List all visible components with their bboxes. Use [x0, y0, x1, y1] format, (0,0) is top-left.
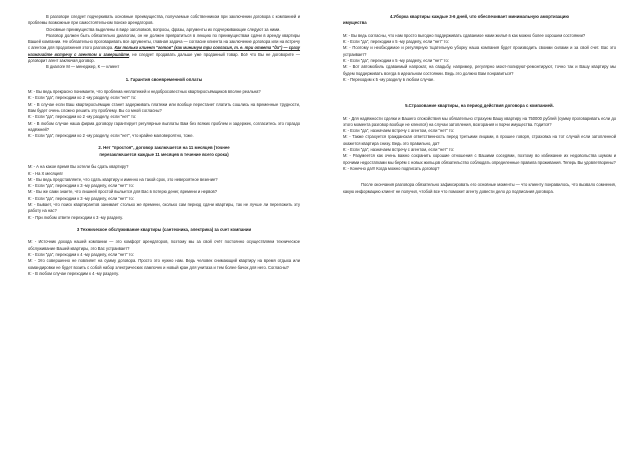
- dialog-line: К: - Если "да", переходим к 5 -му разделу, если "нет" то:: [343, 58, 449, 63]
- intro-paragraph: [28, 33, 300, 64]
- dialog-line: К: - Если "да", переходим к 3 -му разделу, если "нет" то:: [28, 195, 134, 201]
- dialog-line: М: - Вы ведь согласны, что нам просто выгодно поддерживать сдаваемое нами жильё в как можно более хорошем состоянии?: [343, 32, 586, 38]
- section-4-dialog: [343, 33, 616, 83]
- section-heading-4-cont: имущества: [343, 20, 367, 26]
- intro-text: Разговор должен быть обязательно диалогом, он не должен превратиться в лекцию по преимуществам сдачи в аренду квартиры Вашей компании. Не обязательно проговаривать все аргументы, главная задача — согласие клиента на заключение договора или на встречу с агентом для продолжения этого разговора.: [28, 32, 300, 51]
- section-1-dialog: [28, 89, 300, 139]
- dialog-line: М: - Вот автомобиль сдаваемый напрокат, на свадьбу, например, регулярно моют-полируют-ремонтируют, точно так и Вашу квартиру мы будем поддерживать всегда в идеальном состоянии. Ведь это должно Вам понравиться?: [343, 64, 616, 76]
- section-2-dialog: [28, 164, 300, 221]
- dialog-line: К: - Если "да", назначаем встречу с агентом, если "нет" то:: [343, 147, 455, 153]
- dialog-line: К: - Конечно да!!! Когда можно подписать договор?: [343, 165, 440, 171]
- intro-paragraph: Основные преимущества выделены в виде заголовков, вопросы, фразы, аргументы их подчеркивающие следуют за ними.: [46, 26, 281, 32]
- dialog-line: К: - Если "да", переходим ко 2 -му разделу, если "нет" то:: [28, 114, 137, 120]
- dialog-line: К: - На Х месяцев!: [28, 170, 63, 176]
- dialog-line: К: - Если "да", назначаем встречу с агентом, если "нет" то:: [343, 128, 455, 134]
- dialog-line: М: - Поэтому и необходимое и регулярную тщательную уборку наша компания будет производить своими силами и за свой счет. Вас это устраивает?: [343, 45, 616, 57]
- dialog-line: К: - Если "да", переходим ко 2 -му разделу, если "нет" то:: [28, 95, 137, 101]
- dialog-line: М: - Вы же сами знаете, что лишней простой выльется для Вас в потерю денег, времени и нервов?: [28, 189, 217, 195]
- dialog-line: М: - Бывает, что поиск квартирантов занимает столько же времени, сколько сам период сдачи квартиры, так не лучше ли переложить эту работу на нас?: [28, 202, 300, 214]
- intro-paragraph: В разговоре следует подчеркивать основные преимущества, получаемые собственником при заключении договора с компанией и проблемы возможные при самостоятельном поиске арендаторов.: [28, 14, 300, 26]
- dialog-line: М: - Вы ведь прекрасно понимаете, что проблема неплатежей и недобросовестных квартиросъёмщиков вполне реальна?: [28, 89, 261, 95]
- section-heading-2-cont: перезаключается каждые 11 месяцев в течение всего срока): [99, 151, 229, 157]
- section-3-dialog: [28, 239, 300, 277]
- dialog-line: К: - В любом случае переходим к 4 -му разделу.: [28, 270, 119, 276]
- section-heading-1: 1. Гарантия своевременной оплаты: [125, 76, 203, 82]
- dialog-line: М: - В любом случае наша фирма договору гарантирует регулярные выплаты Вам без всяких проблем и задержек, согласитесь это гораздо надёжней?: [28, 120, 300, 132]
- dialog-line: М: - В случае если Ваш квартиросъёмщик станет задерживать платежи или вообще перестанет платить сошлись на временные трудности, Вам будет очень сложно решить эту проблему. Вы со мной согласны?: [28, 101, 300, 113]
- emphasis-text: Как только клиент "готов" (как минимум три согласия, т. е. три ответа "да") — сразу назначайте встречу с агентом и завершайте: [28, 45, 301, 57]
- dialog-line: М: - Вы ведь представляете, что сдать квартиру и именно на такой срок, это невероятное везение?: [28, 176, 218, 182]
- left-column: [28, 14, 300, 277]
- section-heading-2: 2. Нет "простоя", договор заключается на 11 месяцев (точнее: [98, 145, 230, 151]
- dialog-line: К: - Если "да", переходим к 3 -му разделу, если "нет" то:: [28, 183, 134, 189]
- closing-paragraph: После окончания разговора обязательно зафиксировать его основные моменты — что клиенту понравилось, что вызвало сомнения, какую информацию клиент не получил, чтобой все что поможет агенту довести дело до подписания договора.: [343, 182, 616, 194]
- dialog-line: М: - Источник дохода нашей компании — это комфорт арендаторов, поэтому мы за свой счёт постоянно осуществляем техническое обслуживание Вашей квартиры, это Вас устраивает?: [28, 239, 300, 251]
- dialog-line: М: - Также страхуется гражданская ответственность перед третьими лицами, в прошее говоря, страховка на тот случай если затопленной окажется квартира снизу. Ведь это правильно, да?: [343, 134, 616, 146]
- dialog-line: М: - А на какое время Вы хотели бы сдать квартиру?: [28, 164, 129, 170]
- dialog-line: К: - При любом ответе переходим к 3 -му разделу.: [28, 214, 123, 220]
- section-5-dialog: [343, 116, 616, 173]
- dialog-line: К: - Если "да", переходим к 4 -му разделу, если "нет" то:: [28, 251, 134, 257]
- dialog-line: М: - Разумеется как очень важно сохранить хорошие отношения с Вашими соседями, поэтому во избежание их недовольства шумом и прочими недостатками мы берём с новых жильцов обязательство соблюдать определенные правила проживания. Теперь Вы удовлетворены?: [343, 153, 616, 165]
- right-column: [343, 14, 616, 195]
- dialog-line: К: - Если "да", переходим к 5 -му разделу, если "нет" то:: [343, 39, 449, 45]
- intro-text: , не следует продавать дальше уже проданный товар. Всё что Вы не договорите — договорит агент заключая договор.: [28, 51, 300, 64]
- dialog-legend: В диалоге М — менеджер, К — клиент: [46, 64, 120, 70]
- dialog-line: М: - Это совершенно не повлияет на сумму договора. Просто это нужно нам. Ведь человек снимающий квартиру на время отдыха или командировки не будет возить с собой набор электрических лампочек и новый кран для унитаза и тем более бачок для него. Согласны?: [28, 258, 300, 270]
- dialog-line: М: - Для надёжности сделки и Вашего спокойствия мы обязательно страхуем Вашу квартиру на 750000 рублей (сумму проговаривать если до этого момента разговор вообще не клеился) на случаи затопления, возгорания и порчи имущества. Годится?: [343, 115, 616, 127]
- dialog-line: К: - Если "да", переходим ко 2 -му разделу, если "нет", что крайне маловероятно, тоже.: [28, 133, 194, 139]
- section-heading-4: 4.Уборка квартиры каждые 3-6 дней, что обеспечивает минимальную амортизацию: [389, 14, 570, 19]
- dialog-line: К: - Переходим к 5 -му разделу в любом случае.: [343, 76, 435, 82]
- section-heading-5: 5.Страхование квартиры, на период действия договора с компанией.: [405, 103, 554, 109]
- section-heading-3: 3 Техническое обслуживание квартиры (сантехника, электрика) за счет компании: [76, 226, 252, 232]
